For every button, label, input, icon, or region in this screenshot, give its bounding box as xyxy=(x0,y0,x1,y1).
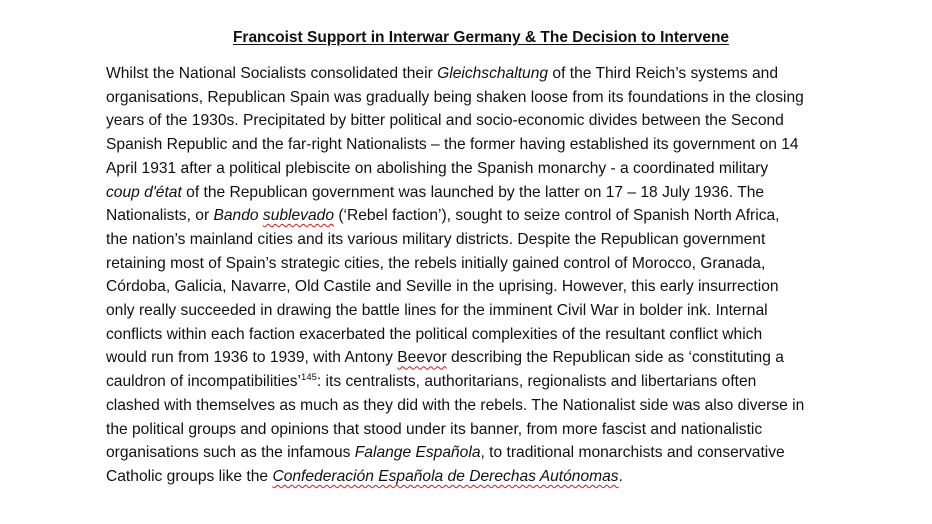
text-line: only really succeeded in drawing the battle lines for the imminent Civil War in bolder ink. Internal xyxy=(106,302,768,320)
text-line: conflicts within each faction exacerbated the political complexities of the resultant conflict which xyxy=(106,325,763,343)
text-line: April 1931 after a political plebiscite on abolishing the Spanish monarchy - a coordinated military xyxy=(106,159,769,177)
italic-term: Bando xyxy=(213,207,263,225)
text-run: of the Third Reich’s systems and xyxy=(548,65,779,82)
text-run: of the Republican government was launched by the latter on 17 – 18 July 1936. The xyxy=(181,183,765,201)
text-line xyxy=(106,465,926,489)
spellcheck-flagged-word[interactable]: Confederación Española de Derechas Autónomas xyxy=(272,467,619,485)
text-line: Spanish Republic and the far-right Nationalists – the former having established its government on 14 xyxy=(106,136,799,154)
text-run: would run from 1936 to 1939, with Antony xyxy=(106,349,398,367)
text-run: (‘Rebel faction’), sought to seize control of Spanish North Africa, xyxy=(334,207,780,225)
italic-term: Falange Española xyxy=(354,444,481,462)
text-line xyxy=(106,62,926,86)
text-line xyxy=(106,204,926,228)
italic-term: Gleichschaltung xyxy=(437,65,549,82)
text-run: Whilst the National Socialists consolidated their xyxy=(106,65,438,82)
text-run: Catholic groups like the xyxy=(106,467,273,485)
text-line: years of the 1930s. Precipitated by bitter political and socio-economic divides between the Second xyxy=(106,112,784,130)
body-paragraph xyxy=(106,62,926,489)
text-run: , to traditional monarchists and conservative xyxy=(480,444,785,462)
text-run: cauldron of incompatibilities’ xyxy=(106,373,302,391)
spellcheck-flagged-word[interactable]: sublevado xyxy=(262,207,334,225)
text-run: : its centralists, authoritarians, regionalists and libertarians often xyxy=(316,373,757,391)
italic-term: coup d'état xyxy=(106,183,182,201)
text-line xyxy=(106,370,926,394)
text-run: Nationalists, or xyxy=(106,207,214,225)
text-line xyxy=(106,346,926,370)
text-line: the political groups and opinions that stood under its banner, from more fascist and nationalistic xyxy=(106,420,763,438)
text-line: Córdoba, Galicia, Navarre, Old Castile and Seville in the uprising. However, this early insurrection xyxy=(106,278,779,296)
text-run: . xyxy=(618,467,623,485)
footnote-reference[interactable]: 145 xyxy=(301,372,317,384)
text-run: describing the Republican side as ‘constituting a xyxy=(446,349,784,367)
document-title: Francoist Support in Interwar Germany & The Decision to Intervene xyxy=(232,29,730,46)
text-line xyxy=(106,181,926,205)
text-line: organisations, Republican Spain was gradually being shaken loose from its foundations in the closing xyxy=(106,88,804,106)
text-line: clashed with themselves as much as they did with the rebels. The Nationalist side was also diverse in xyxy=(106,396,805,414)
text-run: organisations such as the infamous xyxy=(106,444,355,462)
text-line xyxy=(106,441,926,465)
text-line: retaining most of Spain’s strategic cities, the rebels initially gained control of Morocco, Granada, xyxy=(106,254,766,272)
text-line: the nation’s mainland cities and its various military districts. Despite the Republican government xyxy=(106,230,766,248)
spellcheck-flagged-word[interactable]: Beevor xyxy=(397,349,447,367)
